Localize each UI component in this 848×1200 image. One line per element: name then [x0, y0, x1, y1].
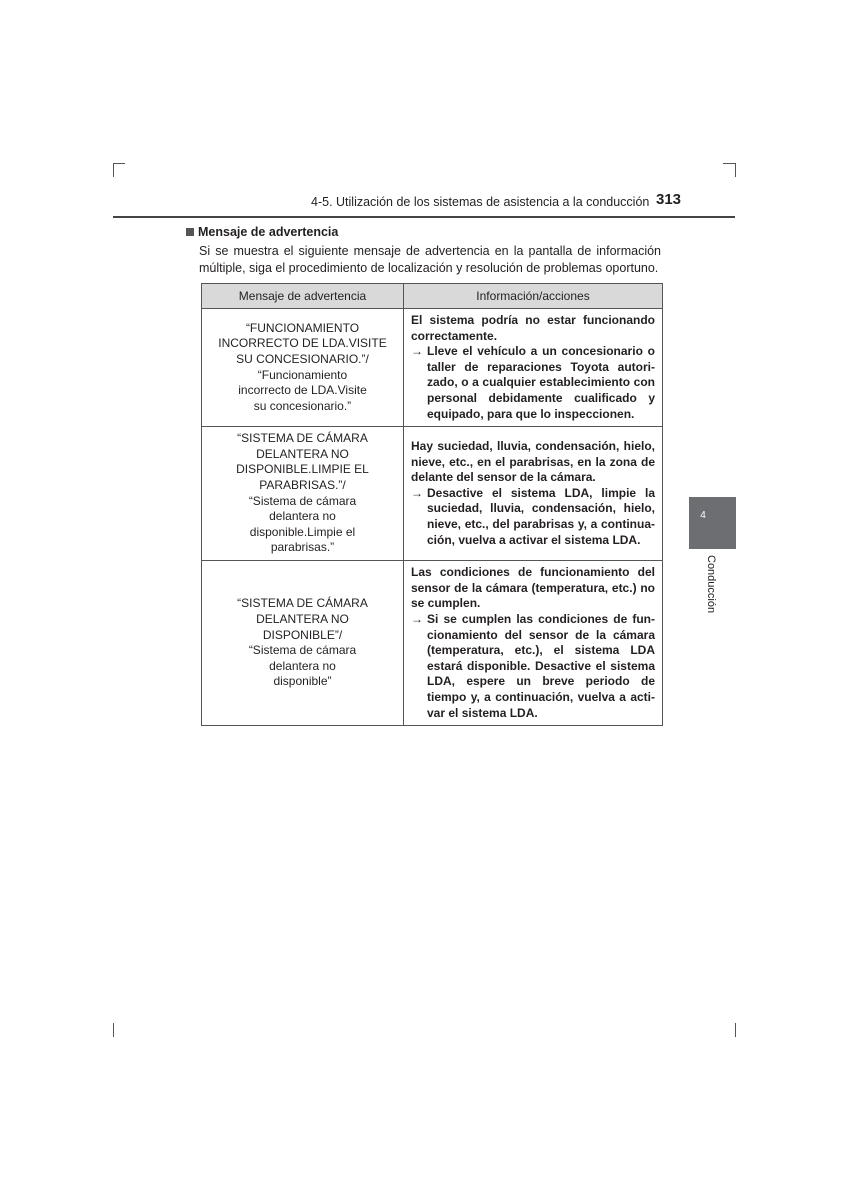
warning-message-line: parabrisas.” [270, 540, 335, 555]
warning-message-line: SU CONCESIONARIO.”/ [236, 351, 369, 366]
crop-mark-top-left [113, 163, 125, 164]
warning-message-line: delantera no [269, 658, 336, 673]
right-arrow-icon: → [411, 485, 423, 500]
warning-message-line: INCORRECTO DE LDA.VISITE [218, 336, 387, 351]
warning-table [201, 283, 663, 726]
action-line: taller de reparaciones Toyota autori- [427, 359, 655, 374]
warning-message-line: DELANTERA NO [256, 611, 349, 626]
info-line: correctamente. [411, 328, 498, 343]
action-line: (temperatura, etc.), el sistema LDA [427, 643, 655, 658]
action-item [411, 612, 655, 721]
warning-message-line: DISPONIBLE”/ [262, 627, 343, 642]
action-line: personal debidamente cualificado y [427, 390, 655, 405]
chapter-tab-number: 4 [700, 510, 706, 521]
section-heading [186, 225, 338, 239]
header-rule [113, 216, 735, 218]
warning-message-line: incorrecto de LDA.Visite [238, 383, 367, 398]
info-actions-cell [404, 427, 663, 561]
crop-mark-bottom-left [113, 1023, 114, 1037]
action-line: Desactive el sistema LDA, limpie la [427, 485, 655, 500]
action-line: LDA, espere un breve periodo de [427, 674, 655, 689]
intro-paragraph: Si se muestra el siguiente mensaje de advertencia en la pantalla de información múltiple, siga el procedimiento de localización y resolución de problemas oportuno. [199, 244, 661, 275]
action-line: Lleve el vehículo a un concesionario o [427, 344, 655, 359]
info-line: Las condiciones de funcionamiento del [411, 565, 655, 580]
column-header-message: Mensaje de advertencia [202, 284, 404, 309]
info-line: nieve, etc., en el parabrisas, en la zona de [411, 454, 655, 469]
warning-message-cell [202, 309, 404, 427]
action-item [411, 486, 655, 548]
column-header-info: Información/acciones [404, 284, 663, 309]
crop-mark-top-left [113, 163, 114, 177]
crop-mark-bottom-right [735, 1023, 736, 1037]
info-line: Hay suciedad, lluvia, condensación, hielo, [411, 439, 655, 454]
action-line: tiempo y, a continuación, vuelva a acti- [427, 689, 655, 704]
warning-message-line: DELANTERA NO [256, 446, 349, 461]
warning-message-line: disponible.Limpie el [249, 524, 356, 539]
table-row [202, 561, 663, 726]
table-header-row [202, 284, 663, 309]
chapter-tab [689, 497, 736, 549]
crop-mark-top-right [723, 163, 735, 164]
action-line: ción, vuelva a activar el sistema LDA. [427, 532, 641, 547]
action-line: cionamiento del sensor de la cámara [427, 627, 655, 642]
warning-message-line: “Funcionamiento [257, 367, 348, 382]
action-line: suciedad, lluvia, condensación, hielo, [427, 501, 655, 516]
warning-message-line: “SISTEMA DE CÁMARA [237, 596, 368, 611]
warning-message-line: “Sistema de cámara [248, 643, 357, 658]
action-line: equipado, para que lo inspeccionen. [427, 406, 635, 421]
right-arrow-icon: → [411, 344, 423, 359]
warning-message-cell [202, 561, 404, 726]
warning-message-line: PARABRISAS.”/ [259, 478, 346, 493]
warning-message-line: “FUNCIONAMIENTO [245, 320, 360, 335]
right-arrow-icon: → [411, 611, 423, 626]
info-line: delante del sensor de la cámara. [411, 470, 596, 485]
table-row [202, 309, 663, 427]
warning-message-line: DISPONIBLE.LIMPIE EL [236, 462, 369, 477]
square-bullet-icon [186, 228, 194, 236]
info-line: El sistema podría no estar funcionando [411, 313, 655, 327]
crop-mark-top-right [735, 163, 736, 177]
info-actions-cell [404, 561, 663, 726]
info-line: sensor de la cámara (temperatura, etc.) no [411, 580, 655, 595]
warning-message-cell [202, 427, 404, 561]
table-row [202, 427, 663, 561]
info-line: se cumplen. [411, 596, 481, 611]
action-line: Si se cumplen las condiciones de fun- [427, 611, 655, 626]
action-item [411, 344, 655, 422]
warning-message-line: “Sistema de cámara [248, 493, 357, 508]
chapter-title: 4-5. Utilización de los sistemas de asistencia a la conducción [311, 195, 650, 209]
chapter-tab-label: Conducción [705, 555, 717, 614]
warning-message-line: delantera no [269, 509, 336, 524]
warning-message-line: disponible” [273, 674, 332, 689]
section-heading-text: Mensaje de advertencia [198, 225, 339, 239]
action-line: zado, o a cualquier establecimiento con [427, 375, 655, 390]
page-number: 313 [656, 191, 682, 208]
warning-message-line: su concesionario.” [253, 398, 352, 413]
action-line: estará disponible. Desactive el sistema [427, 658, 655, 673]
action-line: var el sistema LDA. [427, 705, 538, 720]
info-actions-cell [404, 309, 663, 427]
warning-message-line: “SISTEMA DE CÁMARA [237, 431, 368, 446]
action-line: nieve, etc., del parabrisas y, a continua- [427, 517, 655, 532]
